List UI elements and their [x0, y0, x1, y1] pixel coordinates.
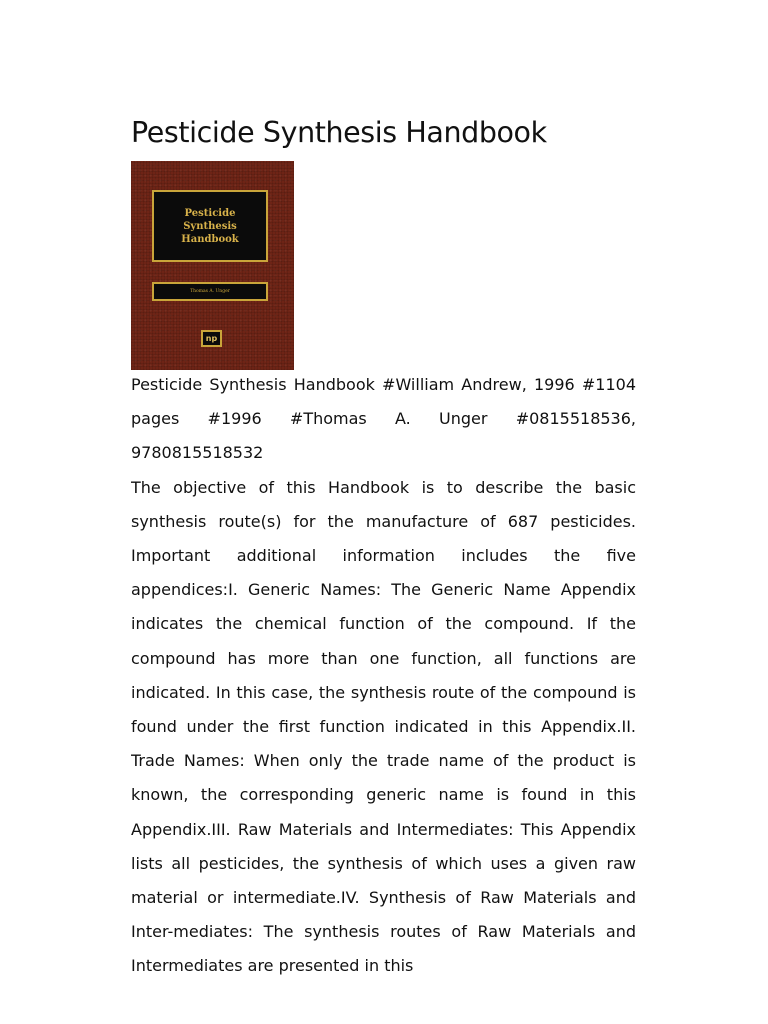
book-cover-image — [131, 161, 294, 370]
cover-title-line: Handbook — [181, 233, 239, 245]
publisher-logo-text: np — [205, 333, 218, 343]
cover-title-panel — [152, 190, 268, 262]
cover-title-line: Synthesis — [183, 220, 237, 232]
description-paragraph: The objective of this Handbook is to describe the basic synthesis route(s) for the manufacture of 687 pesticides. Important additional information includes the five appendices:I. Generic Names: The Generic Name Appendix indicates the chemical function of the compound. If the compound has more than one function, all functions are indicated. In this case, the synthesis route of the compound is found under the first function indicated in this Appendix.II. Trade Names: When only the trade name of the product is known, the corresponding generic name is found in this Appendix.III. Raw Materials and Intermediates: This Appendix lists all pesticides, the synthesis of which uses a given raw material or intermediate.IV. Synthesis of Raw Materials and Inter-mediates: The synthesis routes of Raw Materials and Intermediates are presented in this — [131, 477, 636, 976]
cover-author-panel — [152, 282, 268, 301]
cover-title-line: Pesticide — [184, 207, 236, 219]
cover-author: Thomas A. Unger — [190, 289, 230, 294]
document-body — [131, 368, 636, 984]
publisher-logo-icon — [201, 330, 222, 347]
metadata-paragraph: Pesticide Synthesis Handbook #William Andrew, 1996 #1104 pages #1996 #Thomas A. Unger #0815518536, 9780815518532 — [131, 375, 636, 463]
document-page — [131, 0, 636, 1024]
page-title: Pesticide Synthesis Handbook — [131, 116, 547, 149]
